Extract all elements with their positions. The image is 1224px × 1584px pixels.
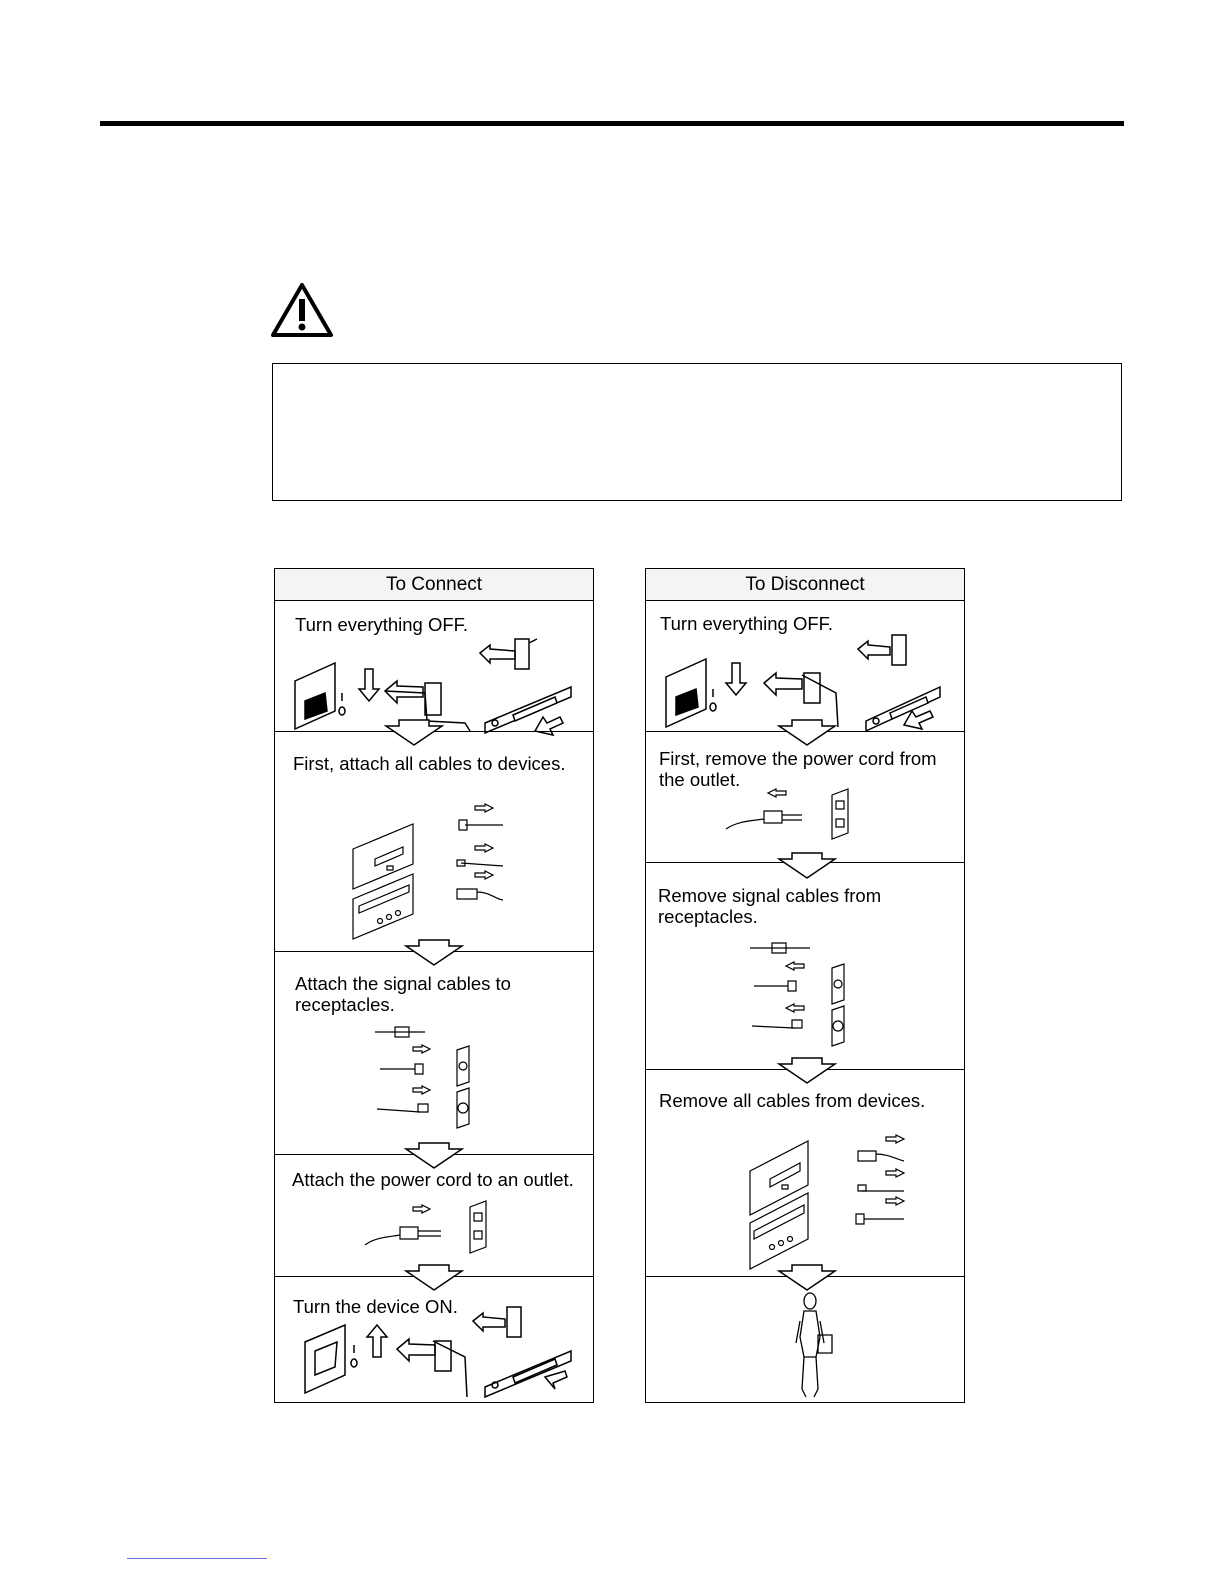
connect-step-power-cord: Attach the power cord to an outlet. xyxy=(292,1169,574,1190)
connect-step-signal-line2: receptacles. xyxy=(295,994,395,1015)
disconnect-step-signal-line2: receptacles. xyxy=(658,906,758,927)
disconnect-step-power-line1: First, remove the power cord from xyxy=(659,748,937,769)
step-arrow-icon xyxy=(778,1265,836,1291)
connect-step-attach-cables: First, attach all cables to devices. xyxy=(293,753,566,774)
step-arrow-icon xyxy=(778,1058,836,1084)
devices-cables-illustration xyxy=(275,784,593,944)
disconnect-panel xyxy=(645,568,965,1403)
footer-link-rule xyxy=(127,1558,267,1559)
connect-step-signal-line1: Attach the signal cables to xyxy=(295,973,511,994)
connect-panel xyxy=(274,568,594,1403)
connect-step-turn-on: Turn the device ON. xyxy=(293,1296,458,1317)
step-arrow-icon xyxy=(405,1143,463,1169)
switches-on-illustration xyxy=(275,1297,593,1402)
switches-off-illustration xyxy=(646,627,964,731)
disconnect-step-remove-cables: Remove all cables from devices. xyxy=(659,1090,926,1111)
warning-triangle-icon xyxy=(270,282,334,338)
top-rule xyxy=(100,121,1124,126)
disconnect-step-signal-line1: Remove signal cables from xyxy=(658,885,882,906)
step-arrow-icon xyxy=(778,720,836,746)
notice-box xyxy=(272,363,1122,501)
disconnect-panel-title: To Disconnect xyxy=(646,569,964,601)
step-arrow-icon xyxy=(778,853,836,879)
connect-step-turn-off: Turn everything OFF. xyxy=(295,614,469,635)
devices-cables-illustration xyxy=(646,1129,964,1269)
step-arrow-icon xyxy=(405,1265,463,1291)
step-arrow-icon xyxy=(385,720,443,746)
disconnect-step-power-line2: the outlet. xyxy=(659,769,741,790)
disconnect-step-turn-off: Turn everything OFF. xyxy=(660,613,834,634)
person-walking-illustration xyxy=(646,1277,964,1403)
power-cord-illustration xyxy=(275,1197,593,1272)
connect-panel-title: To Connect xyxy=(275,569,593,601)
remove-signal-cables-illustration xyxy=(646,934,964,1064)
signal-cables-illustration xyxy=(275,1024,593,1149)
remove-power-cord-illustration xyxy=(646,781,964,859)
step-arrow-icon xyxy=(405,940,463,966)
switches-off-illustration xyxy=(275,631,593,731)
